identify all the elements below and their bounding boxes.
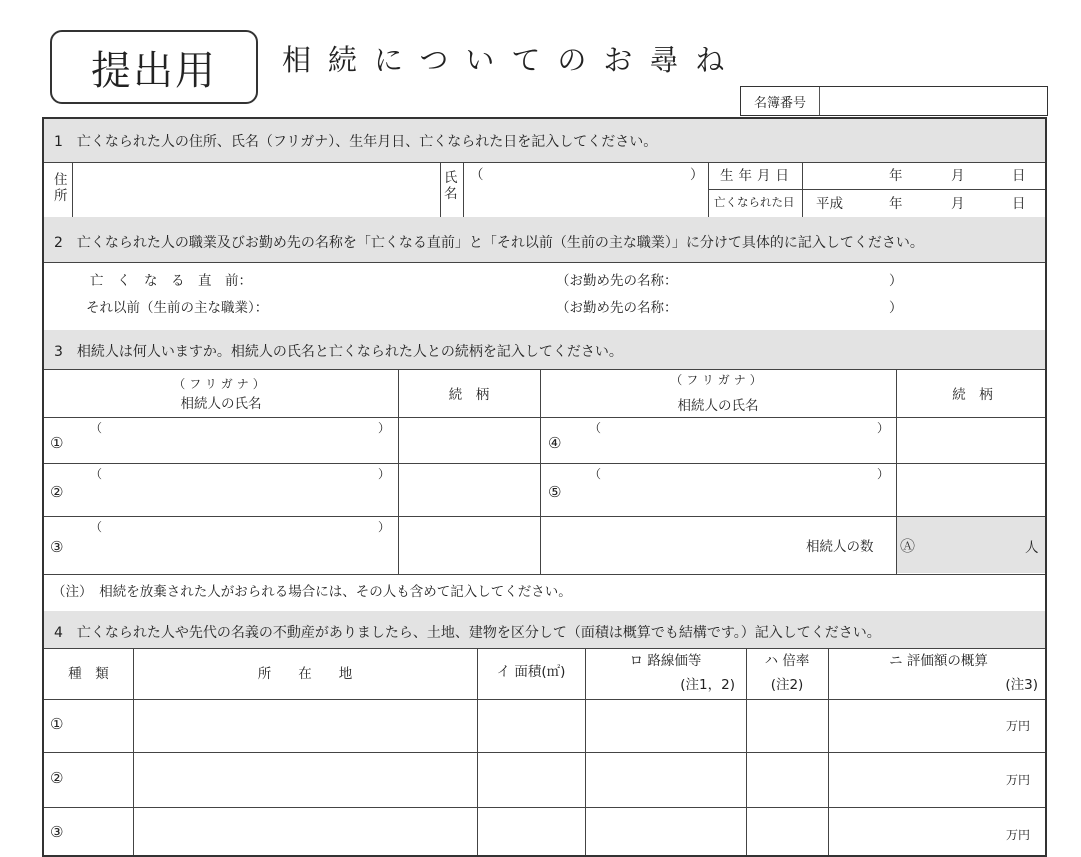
paren-close: ）: [877, 421, 890, 435]
heir-count-label: 相続人の数: [806, 539, 874, 555]
heir-name-field-4[interactable]: [572, 419, 892, 461]
property-area-2[interactable]: [480, 754, 582, 805]
property-valuation-3[interactable]: [831, 809, 1001, 857]
job-before-death-field[interactable]: [304, 270, 554, 292]
heir-number-5: ⑤: [548, 483, 562, 501]
col-valuation: ニ 評価額の概算: [889, 653, 988, 669]
property-route-price-2[interactable]: [588, 754, 743, 805]
col-multiplier-note: (注2): [770, 677, 804, 693]
property-location-1[interactable]: [136, 701, 474, 750]
property-valuation-2[interactable]: [831, 754, 1001, 805]
dob-month-unit: 月: [951, 168, 965, 184]
property-multiplier-2[interactable]: [749, 754, 825, 805]
furigana-paren-close: ）: [690, 167, 704, 183]
property-number-1: ①: [50, 715, 64, 733]
furigana-header-right: （フリガナ）: [670, 373, 766, 387]
heir-number-3: ③: [50, 538, 64, 556]
dob-day-unit: 日: [1012, 168, 1026, 184]
employer-field-2[interactable]: [692, 297, 880, 319]
property-number-3: ③: [50, 823, 64, 841]
paren-open: （: [90, 520, 103, 534]
job-earlier-field[interactable]: [304, 297, 554, 319]
register-number-field[interactable]: [820, 87, 1047, 115]
deceased-name-field[interactable]: [468, 191, 704, 215]
page-title: 相続についてのお尋ね: [282, 43, 742, 77]
property-route-price-3[interactable]: [588, 809, 743, 857]
heir-name-field-1[interactable]: [74, 419, 394, 461]
section2-heading: 2 亡くなられた人の職業及びお勤め先の名称を「亡くなる直前」と「それ以前（生前の主な職業）」に分けて具体的に記入してください。: [54, 235, 924, 251]
property-route-price-1[interactable]: [588, 701, 743, 750]
col-multiplier: ハ 倍率: [764, 653, 810, 669]
col-valuation-note: (注3): [1005, 677, 1038, 693]
paren-open: （: [589, 421, 602, 435]
section3-heading: 3 相続人は何人いますか。相続人の氏名と亡くなられた人との続柄を記入してください。: [54, 344, 623, 360]
heir-name-field-2[interactable]: [74, 465, 394, 514]
inquiry-form: [42, 117, 1047, 857]
death-year-unit: 年: [889, 196, 903, 212]
col-area: イ 面積(㎡): [496, 664, 566, 680]
col-route-price: ロ 路線価等: [629, 653, 702, 669]
paren-open: （: [90, 467, 103, 481]
death-month-unit: 月: [951, 196, 965, 212]
heir-number-1: ①: [50, 434, 64, 452]
paren-close: ）: [378, 467, 391, 481]
register-number-box: [740, 86, 1048, 116]
heir-count-unit: 人: [1025, 540, 1039, 556]
employer-close-1: ）: [889, 273, 903, 289]
col-type: 種 類: [68, 666, 109, 682]
employer-label-2: （お勤め先の名称：: [556, 300, 678, 316]
job-before-death-label: 亡 く な る 直 前：: [90, 273, 252, 289]
address-label: 住所: [54, 172, 68, 204]
death-era-label: 平成: [816, 196, 843, 212]
death-date-label: 亡くなられた日: [714, 195, 795, 209]
property-unit-3: 万円: [1006, 828, 1031, 842]
property-number-2: ②: [50, 769, 64, 787]
death-day-unit: 日: [1012, 196, 1026, 212]
heir-relation-field-2[interactable]: [401, 465, 538, 514]
property-unit-1: 万円: [1006, 719, 1031, 733]
heir-name-field-3[interactable]: [74, 518, 394, 572]
section1-heading: 1 亡くなられた人の住所、氏名（フリガナ）、生年月日、亡くなられた日を記入してください。: [54, 134, 658, 150]
paren-open: （: [589, 467, 602, 481]
deceased-address-field[interactable]: [74, 164, 438, 215]
col-route-price-note: (注1，2): [680, 677, 735, 693]
deceased-furigana-field[interactable]: [478, 165, 683, 187]
dob-label: 生年月日: [720, 168, 794, 184]
furigana-header-left: （フリガナ）: [173, 377, 269, 391]
paren-open: （: [90, 421, 103, 435]
col-location: 所 在 地: [257, 666, 353, 682]
heir-number-4: ④: [548, 434, 562, 452]
paren-close: ）: [378, 520, 391, 534]
property-area-1[interactable]: [480, 701, 582, 750]
heir-relation-field-4[interactable]: [899, 419, 1047, 461]
heir-count-mark: Ⓐ: [900, 537, 916, 555]
heir-relation-field-3[interactable]: [401, 518, 538, 572]
employer-label-1: （お勤め先の名称：: [556, 273, 678, 289]
name-label: 氏名: [444, 170, 458, 202]
property-unit-2: 万円: [1006, 773, 1031, 787]
paren-close: ）: [378, 421, 391, 435]
property-location-3[interactable]: [136, 809, 474, 857]
property-multiplier-1[interactable]: [749, 701, 825, 750]
dob-field[interactable]: [804, 164, 1047, 188]
register-number-label: 名簿番号: [741, 87, 820, 115]
relation-header-left: 続 柄: [448, 387, 490, 403]
heir-name-header-left: 相続人の氏名: [180, 396, 262, 412]
submission-stamp: 提出用: [50, 30, 258, 104]
dob-year-unit: 年: [889, 168, 903, 184]
property-valuation-1[interactable]: [831, 701, 1001, 750]
employer-field-1[interactable]: [692, 270, 880, 292]
heir-name-header-right: 相続人の氏名: [677, 398, 759, 414]
section3-note: （注） 相続を放棄された人がおられる場合には、その人も含めて記入してください。: [52, 584, 572, 600]
section4-heading: 4 亡くなられた人や先代の名義の不動産がありましたら、土地、建物を区分して（面積は概算でも結構です。）記入してください。: [54, 625, 881, 641]
heir-relation-field-1[interactable]: [401, 419, 538, 461]
heir-name-field-5[interactable]: [572, 465, 892, 514]
paren-close: ）: [877, 467, 890, 481]
furigana-paren-open: （: [470, 167, 484, 183]
property-location-2[interactable]: [136, 754, 474, 805]
property-area-3[interactable]: [480, 809, 582, 857]
property-multiplier-3[interactable]: [749, 809, 825, 857]
heir-relation-field-5[interactable]: [899, 465, 1047, 514]
job-earlier-label: それ以前（生前の主な職業）：: [86, 300, 269, 316]
relation-header-right: 続 柄: [952, 387, 993, 403]
employer-close-2: ）: [889, 300, 903, 316]
heir-number-2: ②: [50, 483, 64, 501]
heir-count-field[interactable]: [922, 523, 1022, 567]
